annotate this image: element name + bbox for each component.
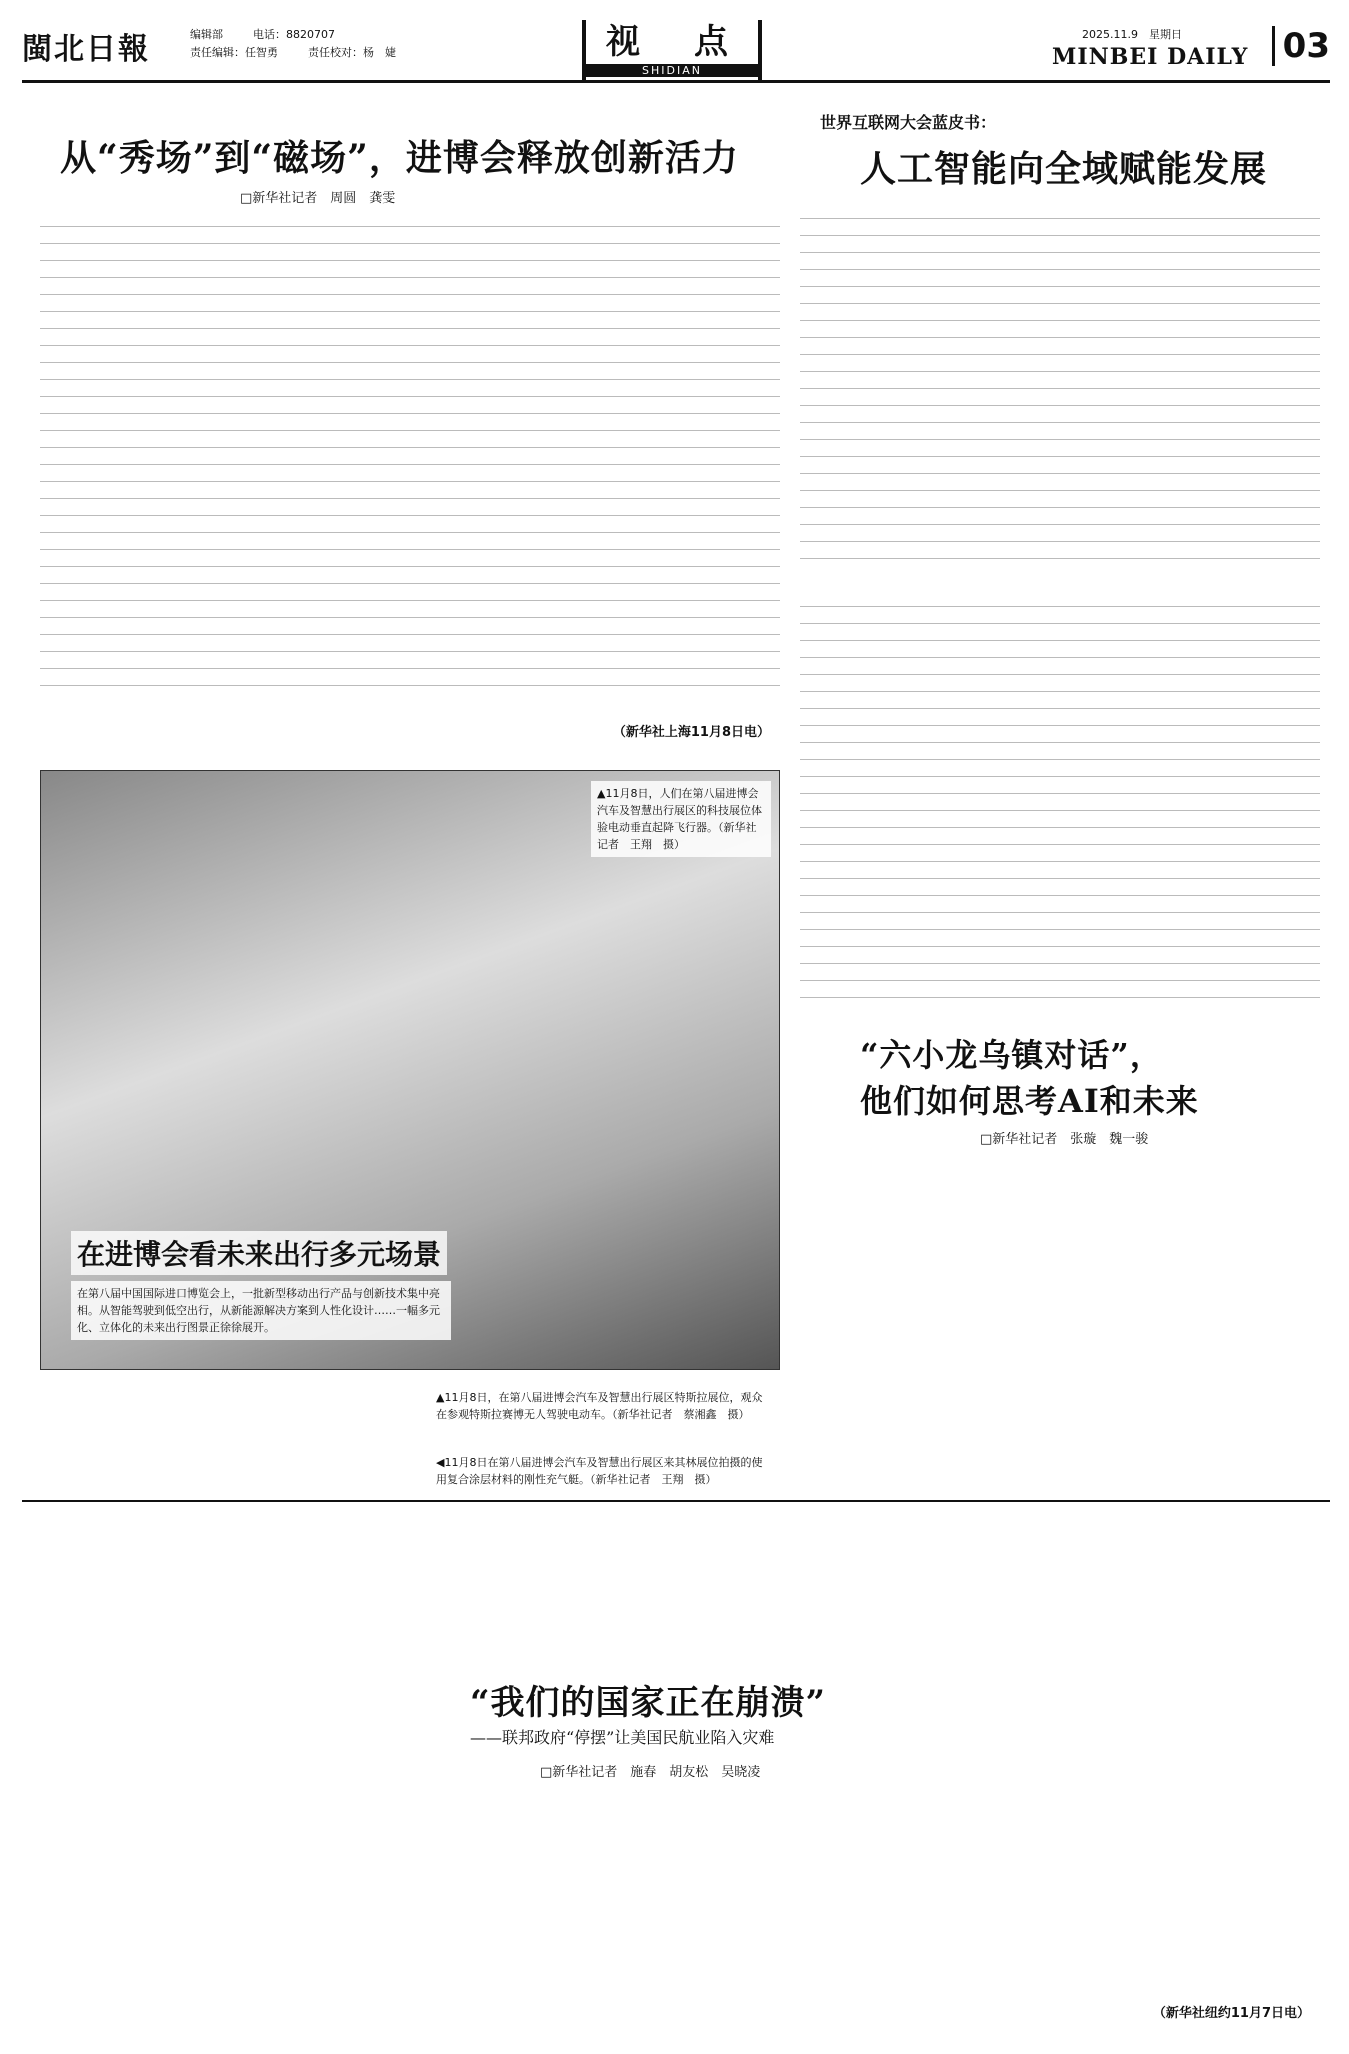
article-expo-title: 从“秀场”到“磁场”，进博会释放创新活力 xyxy=(60,137,739,179)
photo-caption-top: ▲11月8日，人们在第八届进博会汽车及智慧出行展区的科技展位体验电动垂直起降飞行器。（新华社记者 王翔 摄） xyxy=(591,781,771,857)
paper-name-en: MINBEI DAILY xyxy=(1052,44,1249,70)
photo-caption-car: ▲11月8日，在第八届进博会汽车及智慧出行展区特斯拉展位，观众在参观特斯拉赛博无人驾驶电动车。（新华社记者 蔡湘鑫 摄） xyxy=(430,1385,770,1427)
article-ai-body xyxy=(800,212,1320,572)
section-box xyxy=(582,20,762,82)
horizontal-divider xyxy=(22,1500,1330,1502)
section-name-en: SHIDIAN xyxy=(586,64,758,77)
masthead xyxy=(22,20,1330,77)
article-us-title: “我们的国家正在崩溃” xyxy=(470,1683,827,1723)
article-expo xyxy=(40,130,780,750)
edit-info xyxy=(190,26,396,62)
article-us-footer: （新华社纽约11月7日电） xyxy=(1152,2006,1310,2021)
article-ai-title: 人工智能向全域赋能发展 xyxy=(860,148,1268,190)
photo-title: 在进博会看未来出行多元场景 xyxy=(71,1231,447,1275)
expo-photo xyxy=(40,770,780,1370)
article-us-byline: □新华社记者 施春 胡友松 吴晓凌 xyxy=(540,1765,761,1780)
article-six-dragons-body-top xyxy=(800,600,1320,1010)
photo-caption-boat: ◀11月8日在第八届进博会汽车及智慧出行展区来其林展位拍摄的使用复合涂层材料的刚性充气艇。（新华社记者 王翔 摄） xyxy=(430,1450,770,1492)
article-ai-kicker: 世界互联网大会蓝皮书： xyxy=(820,113,997,132)
article-ai-bluebook xyxy=(800,110,1320,580)
article-six-dragons-byline: □新华社记者 张璇 魏一骏 xyxy=(980,1132,1149,1147)
article-six-dragons xyxy=(800,600,1320,1380)
article-expo-body xyxy=(40,220,780,700)
editor-label: 责任编辑：任智勇 xyxy=(190,46,278,59)
article-expo-footer: （新华社上海11月8日电） xyxy=(612,725,770,740)
article-six-dragons-title-2: 他们如何思考AI和未来 xyxy=(860,1082,1199,1120)
article-expo-byline: □新华社记者 周圆 龚雯 xyxy=(240,191,396,206)
phone-label: 电话：8820707 xyxy=(253,28,335,41)
issue-date: 2025.11.9 星期日 xyxy=(1082,28,1182,41)
dept-label: 编辑部 xyxy=(190,28,223,41)
page-number: 03 xyxy=(1272,26,1330,66)
article-us-subtitle: ——联邦政府“停摆”让美国民航业陷入灾难 xyxy=(470,1728,775,1747)
masthead-rule xyxy=(22,80,1330,83)
newspaper-logo: 閩北日報 xyxy=(22,32,150,67)
article-six-dragons-title-1: “六小龙乌镇对话”， xyxy=(860,1036,1163,1074)
section-name: 视 点 xyxy=(606,22,738,62)
article-us-shutdown xyxy=(40,1515,1320,2035)
photo-caption-intro: 在第八届中国国际进口博览会上，一批新型移动出行产品与创新技术集中亮相。从智能驾驶到低空出行，从新能源解决方案到人性化设计……一幅多元化、立体化的未来出行图景正徐徐展开。 xyxy=(71,1281,451,1340)
proof-label: 责任校对：杨 婕 xyxy=(308,46,396,59)
